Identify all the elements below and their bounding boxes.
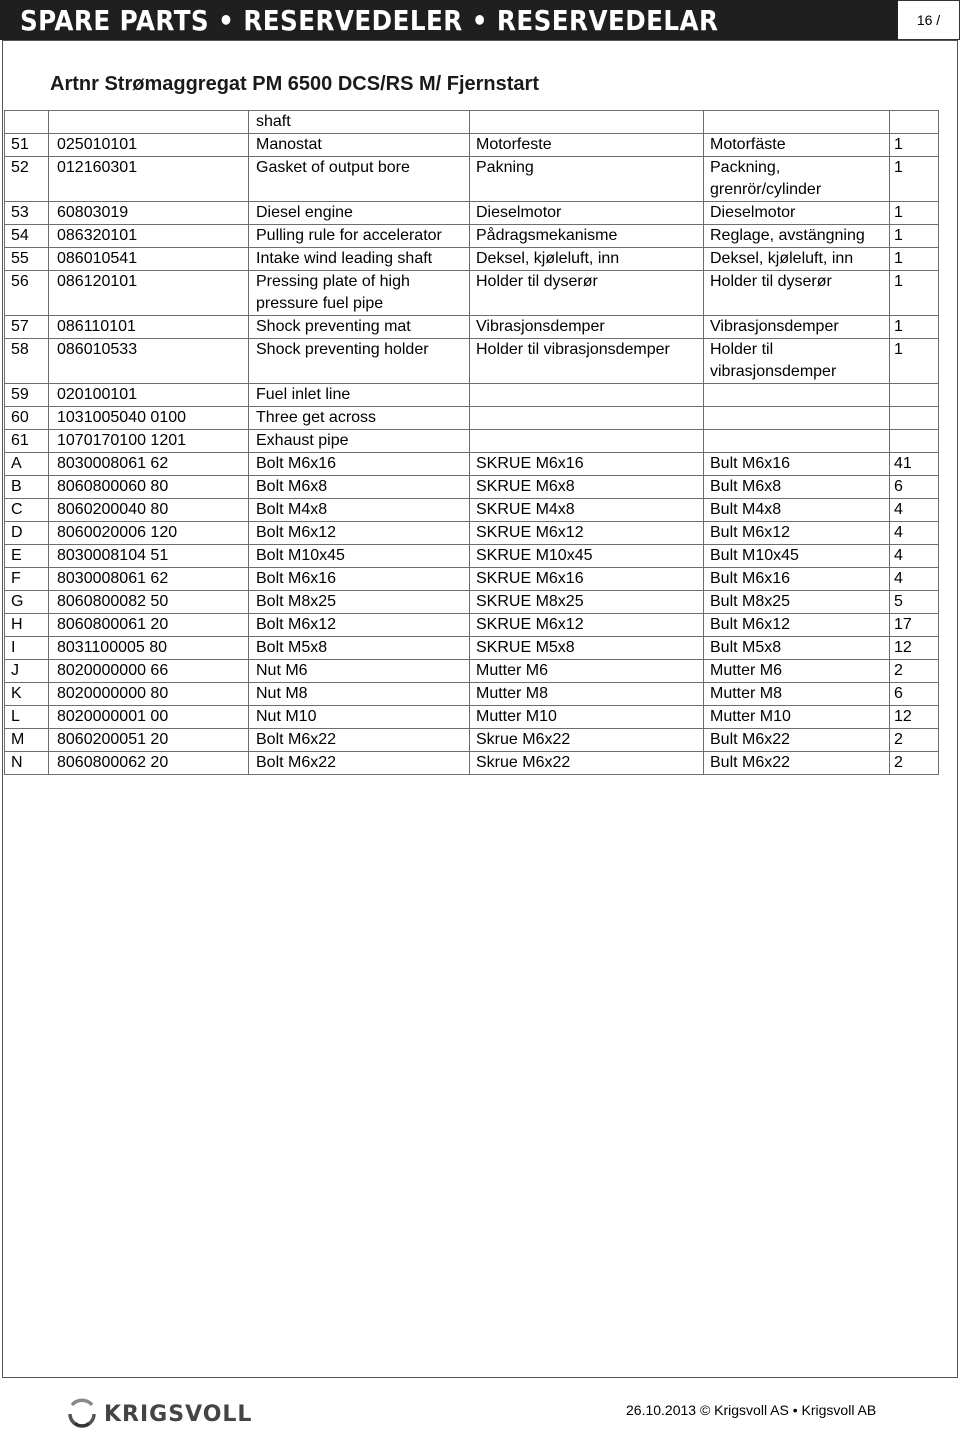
english-description-cell: Exhaust pipe	[249, 430, 470, 453]
swedish-description-cell: Reglage, avstängning	[704, 225, 890, 248]
quantity-cell: 17	[890, 614, 939, 637]
norwegian-description-cell: Skrue M6x22	[470, 729, 704, 752]
part-number-cell: 086010533	[49, 339, 249, 384]
swedish-description-cell	[704, 430, 890, 453]
quantity-cell: 5	[890, 591, 939, 614]
norwegian-description-cell	[470, 407, 704, 430]
item-number-cell: 57	[5, 316, 49, 339]
english-description-cell: Nut M8	[249, 683, 470, 706]
swedish-description-cell: Motorfäste	[704, 134, 890, 157]
table-row	[5, 384, 939, 407]
item-number-cell: A	[5, 453, 49, 476]
swedish-description-cell: Mutter M10	[704, 706, 890, 729]
swedish-description-cell	[704, 111, 890, 134]
norwegian-description-cell: Mutter M8	[470, 683, 704, 706]
part-number-cell: 8030008104 51	[49, 545, 249, 568]
item-number-cell: F	[5, 568, 49, 591]
english-description-cell: Shock preventing mat	[249, 316, 470, 339]
item-number-cell: H	[5, 614, 49, 637]
english-description-cell: Fuel inlet line	[249, 384, 470, 407]
part-number-cell: 8031100005 80	[49, 637, 249, 660]
part-number-cell: 8060200051 20	[49, 729, 249, 752]
norwegian-description-cell	[470, 111, 704, 134]
quantity-cell: 4	[890, 545, 939, 568]
english-description-cell: Bolt M5x8	[249, 637, 470, 660]
english-description-cell: Bolt M6x22	[249, 752, 470, 775]
table-row	[5, 499, 939, 522]
table-row	[5, 407, 939, 430]
english-description-cell: Gasket of output bore	[249, 157, 470, 202]
quantity-cell: 6	[890, 476, 939, 499]
table-row	[5, 202, 939, 225]
part-number-cell: 8020000000 80	[49, 683, 249, 706]
header-banner	[0, 0, 898, 40]
english-description-cell: Bolt M4x8	[249, 499, 470, 522]
item-number-cell: 55	[5, 248, 49, 271]
norwegian-description-cell: Pakning	[470, 157, 704, 202]
part-number-cell: 60803019	[49, 202, 249, 225]
item-number-cell: I	[5, 637, 49, 660]
part-number-cell: 8060800061 20	[49, 614, 249, 637]
table-row	[5, 316, 939, 339]
quantity-cell: 1	[890, 134, 939, 157]
part-number-cell: 086010541	[49, 248, 249, 271]
table-row	[5, 591, 939, 614]
document-title: Artnr Strømaggregat PM 6500 DCS/RS M/ Fjernstart	[50, 73, 539, 95]
table-row	[5, 683, 939, 706]
part-number-cell: 8060800082 50	[49, 591, 249, 614]
quantity-cell: 1	[890, 339, 939, 384]
item-number-cell: L	[5, 706, 49, 729]
swedish-description-cell: Bult M6x12	[704, 614, 890, 637]
part-number-cell	[49, 111, 249, 134]
norwegian-description-cell: Holder til vibrasjonsdemper	[470, 339, 704, 384]
swedish-description-cell: Packning, grenrör/cylinder	[704, 157, 890, 202]
table-row	[5, 752, 939, 775]
quantity-cell: 1	[890, 225, 939, 248]
quantity-cell: 1	[890, 202, 939, 225]
quantity-cell: 4	[890, 499, 939, 522]
table-row	[5, 614, 939, 637]
item-number-cell: 52	[5, 157, 49, 202]
table-row	[5, 339, 939, 384]
swedish-description-cell: Mutter M6	[704, 660, 890, 683]
item-number-cell: 61	[5, 430, 49, 453]
swedish-description-cell: Bult M6x22	[704, 752, 890, 775]
swedish-description-cell: Dieselmotor	[704, 202, 890, 225]
part-number-cell: 086110101	[49, 316, 249, 339]
page-number: 16 /	[898, 0, 960, 40]
table-row	[5, 248, 939, 271]
swedish-description-cell: Bult M6x16	[704, 453, 890, 476]
table-row	[5, 660, 939, 683]
quantity-cell: 12	[890, 637, 939, 660]
norwegian-description-cell: Deksel, kjøleluft, inn	[470, 248, 704, 271]
swedish-description-cell: Bult M6x22	[704, 729, 890, 752]
quantity-cell	[890, 407, 939, 430]
english-description-cell: Bolt M6x22	[249, 729, 470, 752]
norwegian-description-cell: Mutter M10	[470, 706, 704, 729]
parts-table-body	[5, 111, 939, 775]
item-number-cell: 54	[5, 225, 49, 248]
quantity-cell: 2	[890, 660, 939, 683]
norwegian-description-cell: Mutter M6	[470, 660, 704, 683]
part-number-cell: 8020000000 66	[49, 660, 249, 683]
part-number-cell: 8060800060 80	[49, 476, 249, 499]
english-description-cell: Shock preventing holder	[249, 339, 470, 384]
table-row	[5, 522, 939, 545]
swedish-description-cell: Bult M5x8	[704, 637, 890, 660]
part-number-cell: 020100101	[49, 384, 249, 407]
item-number-cell: 56	[5, 271, 49, 316]
quantity-cell: 1	[890, 271, 939, 316]
item-number-cell: 51	[5, 134, 49, 157]
english-description-cell: Manostat	[249, 134, 470, 157]
norwegian-description-cell: SKRUE M6x12	[470, 614, 704, 637]
item-number-cell: K	[5, 683, 49, 706]
quantity-cell	[890, 111, 939, 134]
part-number-cell: 8060020006 120	[49, 522, 249, 545]
part-number-cell: 086320101	[49, 225, 249, 248]
footer-copyright: 26.10.2013 © Krigsvoll AS • Krigsvoll AB	[626, 1402, 877, 1418]
norwegian-description-cell: SKRUE M5x8	[470, 637, 704, 660]
krigsvoll-logo-icon	[66, 1398, 98, 1430]
part-number-cell: 8020000001 00	[49, 706, 249, 729]
swedish-description-cell: Holder til dyserør	[704, 271, 890, 316]
quantity-cell	[890, 384, 939, 407]
item-number-cell	[5, 111, 49, 134]
item-number-cell: B	[5, 476, 49, 499]
table-row	[5, 157, 939, 202]
quantity-cell	[890, 430, 939, 453]
part-number-cell: 8060200040 80	[49, 499, 249, 522]
norwegian-description-cell: Pådragsmekanisme	[470, 225, 704, 248]
norwegian-description-cell: SKRUE M6x16	[470, 568, 704, 591]
norwegian-description-cell: Vibrasjonsdemper	[470, 316, 704, 339]
item-number-cell: 59	[5, 384, 49, 407]
parts-table	[4, 110, 939, 775]
swedish-description-cell: Bult M6x8	[704, 476, 890, 499]
norwegian-description-cell: SKRUE M4x8	[470, 499, 704, 522]
swedish-description-cell: Bult M4x8	[704, 499, 890, 522]
part-number-cell: 8060800062 20	[49, 752, 249, 775]
item-number-cell: E	[5, 545, 49, 568]
part-number-cell: 1070170100 1201	[49, 430, 249, 453]
quantity-cell: 1	[890, 316, 939, 339]
table-row	[5, 111, 939, 134]
item-number-cell: 60	[5, 407, 49, 430]
table-row	[5, 729, 939, 752]
norwegian-description-cell: SKRUE M8x25	[470, 591, 704, 614]
english-description-cell: Bolt M6x16	[249, 453, 470, 476]
table-row	[5, 430, 939, 453]
quantity-cell: 2	[890, 752, 939, 775]
part-number-cell: 8030008061 62	[49, 453, 249, 476]
english-description-cell: shaft	[249, 111, 470, 134]
english-description-cell: Bolt M6x16	[249, 568, 470, 591]
quantity-cell: 4	[890, 568, 939, 591]
english-description-cell: Intake wind leading shaft	[249, 248, 470, 271]
english-description-cell: Three get across	[249, 407, 470, 430]
norwegian-description-cell: SKRUE M6x12	[470, 522, 704, 545]
table-row	[5, 568, 939, 591]
norwegian-description-cell: SKRUE M6x16	[470, 453, 704, 476]
item-number-cell: N	[5, 752, 49, 775]
swedish-description-cell: Holder til vibrasjonsdemper	[704, 339, 890, 384]
part-number-cell: 012160301	[49, 157, 249, 202]
english-description-cell: Bolt M6x12	[249, 522, 470, 545]
part-number-cell: 086120101	[49, 271, 249, 316]
english-description-cell: Bolt M8x25	[249, 591, 470, 614]
norwegian-description-cell: Dieselmotor	[470, 202, 704, 225]
english-description-cell: Nut M10	[249, 706, 470, 729]
quantity-cell: 4	[890, 522, 939, 545]
table-row	[5, 476, 939, 499]
norwegian-description-cell: Skrue M6x22	[470, 752, 704, 775]
table-row	[5, 134, 939, 157]
norwegian-description-cell: SKRUE M6x8	[470, 476, 704, 499]
item-number-cell: M	[5, 729, 49, 752]
footer-logo	[66, 1397, 252, 1431]
swedish-description-cell: Bult M6x16	[704, 568, 890, 591]
item-number-cell: G	[5, 591, 49, 614]
norwegian-description-cell: Motorfeste	[470, 134, 704, 157]
banner-title: SPARE PARTS • RESERVEDELER • RESERVEDELAR	[20, 3, 719, 37]
logo-text: KRIGSVOLL	[104, 1401, 253, 1427]
english-description-cell: Bolt M10x45	[249, 545, 470, 568]
english-description-cell: Nut M6	[249, 660, 470, 683]
quantity-cell: 2	[890, 729, 939, 752]
swedish-description-cell	[704, 384, 890, 407]
part-number-cell: 025010101	[49, 134, 249, 157]
table-row	[5, 545, 939, 568]
item-number-cell: C	[5, 499, 49, 522]
swedish-description-cell: Bult M6x12	[704, 522, 890, 545]
swedish-description-cell: Bult M8x25	[704, 591, 890, 614]
table-row	[5, 225, 939, 248]
norwegian-description-cell	[470, 430, 704, 453]
norwegian-description-cell	[470, 384, 704, 407]
swedish-description-cell: Mutter M8	[704, 683, 890, 706]
quantity-cell: 1	[890, 248, 939, 271]
table-row	[5, 271, 939, 316]
part-number-cell: 1031005040 0100	[49, 407, 249, 430]
english-description-cell: Pulling rule for accelerator	[249, 225, 470, 248]
swedish-description-cell	[704, 407, 890, 430]
english-description-cell: Bolt M6x12	[249, 614, 470, 637]
quantity-cell: 12	[890, 706, 939, 729]
swedish-description-cell: Deksel, kjøleluft, inn	[704, 248, 890, 271]
norwegian-description-cell: Holder til dyserør	[470, 271, 704, 316]
quantity-cell: 41	[890, 453, 939, 476]
english-description-cell: Diesel engine	[249, 202, 470, 225]
norwegian-description-cell: SKRUE M10x45	[470, 545, 704, 568]
table-row	[5, 706, 939, 729]
item-number-cell: 58	[5, 339, 49, 384]
table-row	[5, 637, 939, 660]
item-number-cell: 53	[5, 202, 49, 225]
quantity-cell: 1	[890, 157, 939, 202]
part-number-cell: 8030008061 62	[49, 568, 249, 591]
item-number-cell: D	[5, 522, 49, 545]
english-description-cell: Pressing plate of high pressure fuel pipe	[249, 271, 470, 316]
item-number-cell: J	[5, 660, 49, 683]
english-description-cell: Bolt M6x8	[249, 476, 470, 499]
swedish-description-cell: Vibrasjonsdemper	[704, 316, 890, 339]
table-row	[5, 453, 939, 476]
quantity-cell: 6	[890, 683, 939, 706]
swedish-description-cell: Bult M10x45	[704, 545, 890, 568]
